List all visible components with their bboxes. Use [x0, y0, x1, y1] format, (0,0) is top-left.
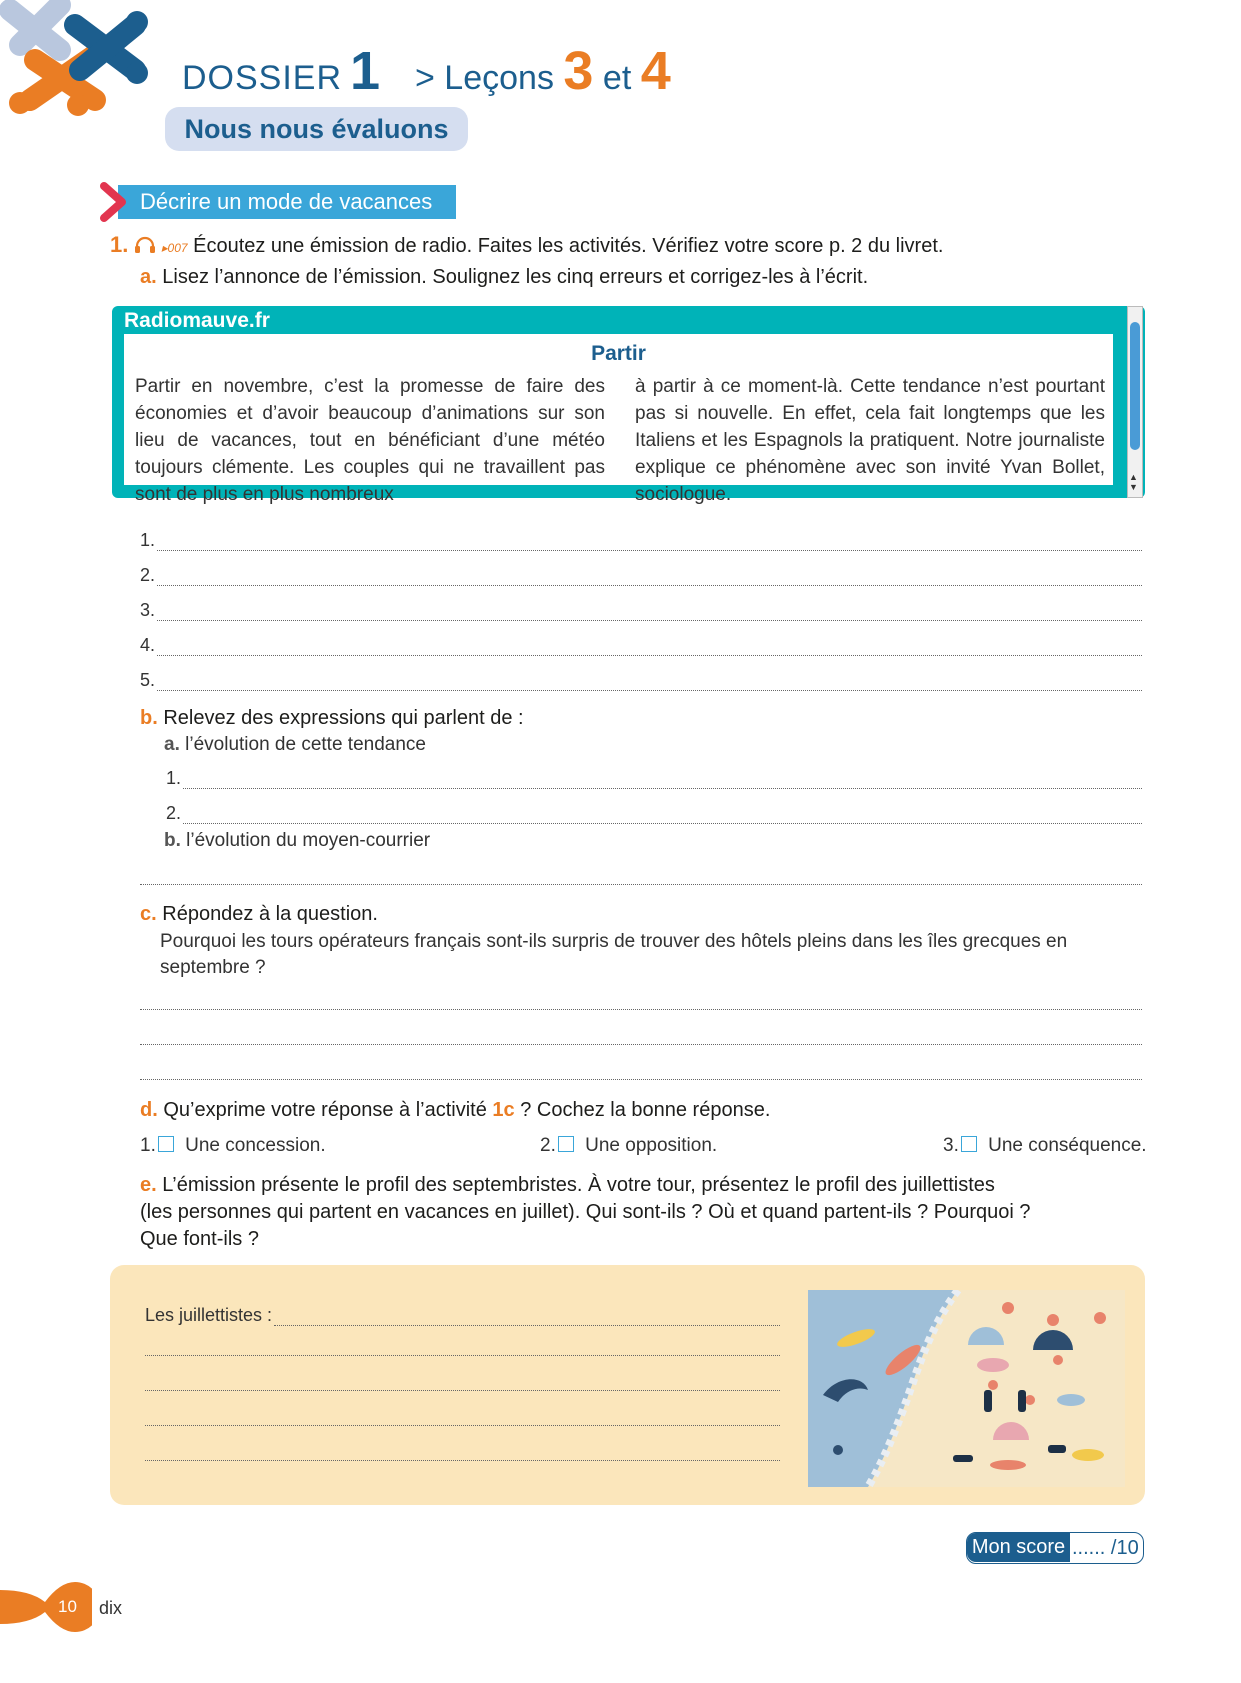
activity-reference: 1c [492, 1099, 515, 1121]
option-number: 3. [943, 1135, 959, 1156]
option-number: 2. [540, 1135, 556, 1156]
activity-a-letter: a. [140, 266, 157, 288]
activity-d-instruction [140, 1099, 770, 1122]
audio-track[interactable]: ▸007 [161, 241, 188, 255]
answer-line-number: 5. [140, 670, 156, 690]
article-column-2: à partir à ce moment-là. Cette tendance n’est pourtant pas si nouvelle. En effet, cela fait longtemps que les Italiens et les Espagnols la pratiquent. Notre journaliste explique ce phénomène avec son invité Yvan Bollet, sociologue. [635, 376, 1105, 505]
section-title: Décrire un mode de vacances [118, 185, 456, 219]
answer-line-5[interactable] [140, 670, 1142, 691]
answer-line-2[interactable] [140, 565, 1142, 586]
page-subtitle: Nous nous évaluons [165, 107, 468, 151]
option-opposition[interactable] [540, 1135, 717, 1157]
answer-line-e-5[interactable] [145, 1459, 780, 1461]
beach-illustration [808, 1290, 1125, 1487]
activity-a-text: Lisez l’annonce de l’émission. Soulignez les cinq erreurs et corrigez-les à l’écrit. [162, 266, 869, 288]
answer-line-1[interactable] [140, 530, 1142, 551]
answer-line-b-b[interactable] [140, 883, 1142, 885]
answer-line-e-1[interactable] [145, 1305, 780, 1326]
activity-b-item-a [164, 734, 426, 756]
activity-c-letter: c. [140, 903, 157, 925]
activity-e-letter: e. [140, 1174, 157, 1196]
exercise-number: 1. [110, 232, 129, 257]
dossier-number: 1 [350, 41, 382, 101]
activity-b-item-b [164, 830, 430, 852]
activity-b-letter: b. [140, 707, 158, 729]
checkbox[interactable] [961, 1136, 977, 1152]
answer-line-e-2[interactable] [145, 1354, 780, 1356]
scroll-arrows-icon[interactable]: ▲ ▼ [1129, 472, 1138, 492]
lecon-a: 3 [563, 41, 594, 101]
activity-d-text: Qu’exprime votre réponse à l’activité [163, 1099, 487, 1121]
item-b-text: l’évolution du moyen-courrier [186, 830, 431, 851]
option-label: Une concession. [185, 1135, 326, 1156]
answer-line-number: 4. [140, 635, 156, 655]
page-number-tab [0, 1582, 92, 1632]
lecons-title [415, 40, 671, 102]
item-a-text: l’évolution de cette tendance [185, 734, 426, 755]
dossier-title [182, 40, 381, 102]
answer-line-c-2[interactable] [140, 1043, 1142, 1045]
answer-line-4[interactable] [140, 635, 1142, 656]
option-consequence[interactable] [943, 1135, 1147, 1157]
page-number: 10 [58, 1597, 77, 1616]
scroll-thumb[interactable] [1130, 322, 1140, 450]
answer-line-b-1[interactable] [166, 768, 1142, 789]
audio-track-number: 007 [167, 241, 188, 255]
checkbox[interactable] [158, 1136, 174, 1152]
chevron-right-icon [100, 182, 130, 222]
answer-line-number: 2. [140, 565, 156, 585]
article-column-1: Partir en novembre, c’est la promesse de faire des économies et d’avoir beaucoup d’animations sur son lieu de vacances, tout en bénéficiant d’une météo toujours clémente. Les couples qui ne travaillent pas sont de plus en plus nombreux [135, 376, 605, 505]
dossier-logo-icon [0, 0, 160, 125]
activity-b-instruction [140, 707, 524, 730]
exercise-1-instruction [110, 232, 943, 258]
activity-d-text-end: ? Cochez la bonne réponse. [520, 1099, 771, 1121]
answer-line-number: 3. [140, 600, 156, 620]
article-title: Partir [591, 342, 646, 365]
exercise-1-text: Écoutez une émission de radio. Faites les activités. Vérifiez votre score p. 2 du livret. [193, 235, 944, 257]
activity-e-line-1: L’émission présente le profil des septembristes. À votre tour, présentez le profil des juillettistes [162, 1174, 995, 1196]
item-b-letter: b. [164, 830, 181, 851]
lecons-prefix: > Leçons [415, 59, 554, 97]
answer-line-e-4[interactable] [145, 1424, 780, 1426]
option-label: Une opposition. [585, 1135, 718, 1156]
answer-line-number: 1. [166, 768, 182, 788]
headphones-icon[interactable] [134, 236, 156, 254]
dossier-label: DOSSIER [182, 59, 343, 97]
page-word: dix [99, 1598, 123, 1618]
activity-e-instruction [140, 1172, 1140, 1253]
item-a-letter: a. [164, 734, 180, 755]
activity-e-line-3: Que font-ils ? [140, 1228, 259, 1250]
answer-line-3[interactable] [140, 600, 1142, 621]
activity-b-text: Relevez des expressions qui parlent de : [163, 707, 524, 729]
radio-site-name: Radiomauve.fr [124, 309, 270, 332]
activity-c-question: Pourquoi les tours opérateurs français sont-ils surpris de trouver des hôtels pleins dans les îles grecques en septembre ? [160, 931, 1068, 978]
juillettistes-label: Les juillettistes : [145, 1305, 273, 1325]
score-value: ...... /10 [1072, 1537, 1139, 1559]
activity-e-line-2: (les personnes qui partent en vacances en juillet). Qui sont-ils ? Où et quand partent-ils ? Pourquoi ? [140, 1201, 1031, 1223]
answer-line-number: 1. [140, 530, 156, 550]
checkbox[interactable] [558, 1136, 574, 1152]
activity-d-letter: d. [140, 1099, 158, 1121]
lecon-and: et [602, 59, 632, 97]
answer-line-e-3[interactable] [145, 1389, 780, 1391]
answer-line-c-1[interactable] [140, 1008, 1142, 1010]
answer-line-number: 2. [166, 803, 182, 823]
answer-line-c-3[interactable] [140, 1078, 1142, 1080]
score-label: Mon score [967, 1533, 1070, 1562]
activity-c-instruction [140, 903, 378, 926]
activity-c-text: Répondez à la question. [162, 903, 378, 925]
option-label: Une conséquence. [988, 1135, 1147, 1156]
activity-a-instruction [140, 266, 868, 289]
option-number: 1. [140, 1135, 156, 1156]
answer-line-b-2[interactable] [166, 803, 1142, 824]
option-concession[interactable] [140, 1135, 326, 1157]
lecon-b: 4 [640, 41, 671, 101]
